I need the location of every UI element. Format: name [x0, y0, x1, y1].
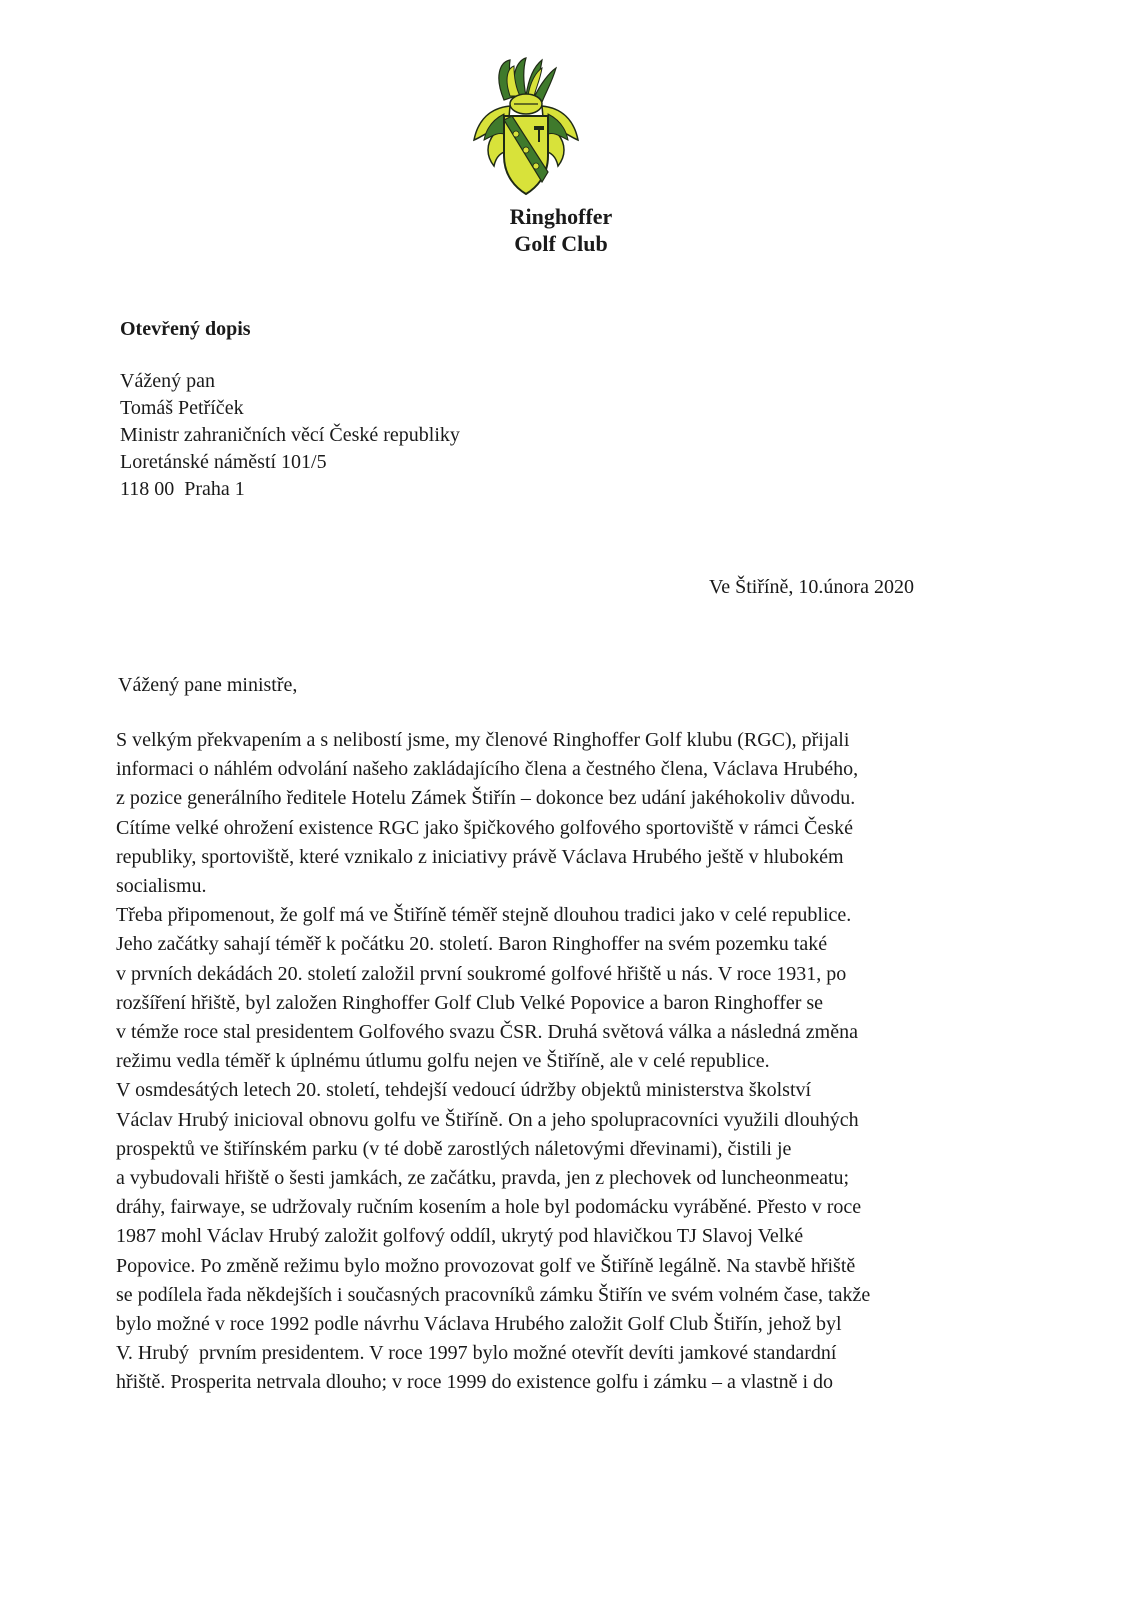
letter-heading: Otevřený dopis — [120, 318, 251, 340]
body-line: z pozice generálního ředitele Hotelu Zámek Štiřín – dokonce bez udání jakéhokoliv důvodu. — [116, 787, 856, 810]
body-line: hřiště. Prosperita netrvala dlouho; v roce 1999 do existence golfu i zámku – a vlastně i do — [116, 1371, 834, 1394]
body-line: V. Hrubý prvním presidentem. V roce 1997 bylo možné otevřít devíti jamkové standardní — [116, 1342, 837, 1365]
body-line: socialismu. — [116, 875, 207, 898]
body-line: a vybudovali hřiště o šesti jamkách, ze začátku, pravda, jen z plechovek od luncheonmeatu; — [116, 1167, 850, 1190]
body-line: se podílela řada někdejších i současných pracovníků zámku Štiřín ve svém volném čase, takže — [116, 1283, 871, 1306]
body-line: v témže roce stal presidentem Golfového svazu ČSR. Druhá světová válka a následná změna — [116, 1021, 858, 1044]
club-name — [0, 203, 1122, 257]
body-line: V osmdesátých letech 20. století, tehdejší vedoucí údržby objektů ministerstva školství — [116, 1079, 812, 1102]
body-line: S velkým překvapením a s nelibostí jsme, my členové Ringhoffer Golf klubu (RGC), přijali — [116, 729, 850, 751]
letter-body — [116, 726, 956, 1398]
body-line: bylo možné v roce 1992 podle návrhu Václava Hrubého založit Golf Club Štiřín, jehož byl — [116, 1313, 842, 1336]
body-line: prospektů ve štiřínském parku (v té době zarostlých náletovými dřevinami), čistili je — [116, 1137, 792, 1160]
body-line: informaci o náhlém odvolání našeho zakládajícího člena a čestného člena, Václava Hrubého, — [116, 758, 859, 781]
body-line: republiky, sportoviště, které vznikalo z iniciativy právě Václava Hrubého ještě v hlubokém — [116, 845, 844, 868]
body-line: dráhy, fairwaye, se udržovaly ručním kosením a hole byl podomácku vyráběné. Přesto v roce — [116, 1196, 862, 1219]
crest-logo-icon — [464, 56, 588, 196]
body-line: 1987 mohl Václav Hrubý založit golfový oddíl, ukrytý pod hlavičkou TJ Slavoj Velké — [116, 1225, 804, 1248]
address-line: Vážený pan — [120, 370, 215, 392]
body-line: rozšíření hřiště, byl založen Ringhoffer Golf Club Velké Popovice a baron Ringhoffer se — [116, 991, 824, 1014]
body-line: Třeba připomenout, že golf má ve Štiříně téměř stejně dlouhou tradici jako v celé republice. — [116, 904, 852, 927]
club-name-line2: Golf Club — [514, 231, 608, 256]
body-line: Jeho začátky sahají téměř k počátku 20. století. Baron Ringhoffer na svém pozemku také — [116, 933, 828, 956]
address-line: Tomáš Petříček — [120, 397, 244, 419]
club-name-line1: Ringhoffer — [509, 204, 613, 229]
body-line: režimu vedla téměř k úplnému útlumu golfu nejen ve Štiříně, ale v celé republice. — [116, 1050, 770, 1073]
salutation: Vážený pane ministře, — [118, 674, 298, 696]
body-line: Popovice. Po změně režimu bylo možno provozovat golf ve Štiříně legálně. Na stavbě hřiště — [116, 1254, 856, 1277]
letter-date: Ve Štiříně, 10.února 2020 — [709, 576, 914, 598]
address-line: Loretánské náměstí 101/5 — [120, 451, 327, 473]
recipient-address — [120, 368, 460, 503]
body-line: Václav Hrubý inicioval obnovu golfu ve Štiříně. On a jeho spolupracovníci využili dlouhých — [116, 1108, 859, 1131]
body-line: Cítíme velké ohrožení existence RGC jako špičkového golfového sportoviště v rámci České — [116, 816, 854, 839]
body-line: v prvních dekádách 20. století založil první soukromé golfové hřiště u nás. V roce 1931, po — [116, 962, 847, 985]
address-line: Ministr zahraničních věcí České republiky — [120, 424, 460, 446]
address-line: 118 00 Praha 1 — [120, 478, 245, 500]
